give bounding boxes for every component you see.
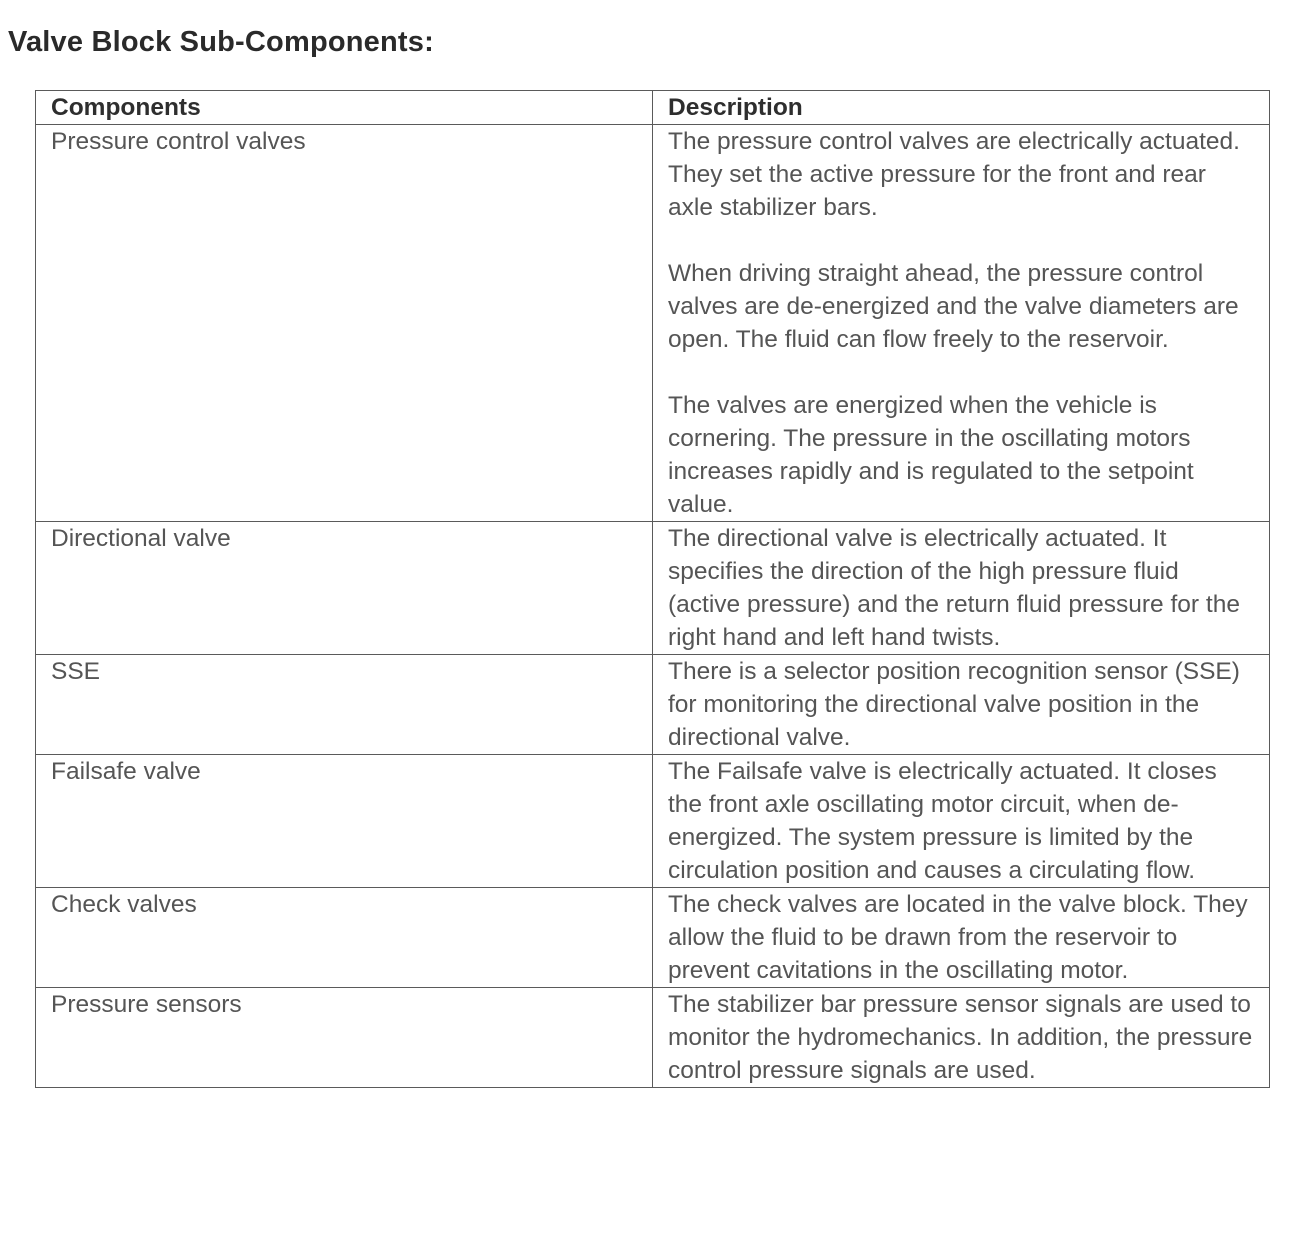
components-table: [35, 90, 1270, 1088]
table-header-row: [36, 91, 1270, 125]
component-description: [653, 888, 1270, 988]
page-title: Valve Block Sub-Components:: [8, 26, 434, 58]
description-paragraph: The pressure control valves are electrically actuated. They set the active pressure for the front and rear axle stabilizer bars.: [668, 128, 1240, 221]
table-row: [36, 988, 1270, 1088]
description-paragraph: There is a selector position recognition sensor (SSE) for monitoring the directional valve position in the directional valve.: [668, 658, 1240, 751]
component-name: Failsafe valve: [36, 755, 653, 888]
table-row: [36, 125, 1270, 522]
component-description: [653, 988, 1270, 1088]
description-paragraph: The directional valve is electrically actuated. It specifies the direction of the high pressure fluid (active pressure) and the return fluid pressure for the right hand and left hand twists.: [668, 525, 1240, 651]
component-description: [653, 755, 1270, 888]
table-row: [36, 755, 1270, 888]
component-name: Pressure control valves: [36, 125, 653, 522]
table-row: [36, 655, 1270, 755]
component-name: Pressure sensors: [36, 988, 653, 1088]
description-paragraph: When driving straight ahead, the pressure control valves are de-energized and the valve diameters are open. The fluid can flow freely to the reservoir.: [668, 260, 1239, 353]
description-paragraph: The stabilizer bar pressure sensor signals are used to monitor the hydromechanics. In addition, the pressure control pressure signals are used.: [668, 991, 1253, 1084]
component-name: Directional valve: [36, 522, 653, 655]
column-header-description: Description: [653, 91, 1270, 125]
column-header-components: Components: [36, 91, 653, 125]
description-paragraph: The valves are energized when the vehicle is cornering. The pressure in the oscillating motors increases rapidly and is regulated to the setpoint value.: [668, 392, 1194, 518]
table-row: [36, 888, 1270, 988]
component-description: [653, 522, 1270, 655]
description-paragraph: The check valves are located in the valve block. They allow the fluid to be drawn from the reservoir to prevent cavitations in the oscillating motor.: [668, 891, 1248, 984]
component-description: [653, 655, 1270, 755]
description-paragraph: The Failsafe valve is electrically actuated. It closes the front axle oscillating motor circuit, when de-energized. The system pressure is limited by the circulation position and causes a circulating flow.: [668, 758, 1217, 884]
component-name: Check valves: [36, 888, 653, 988]
component-description: [653, 125, 1270, 522]
component-name: SSE: [36, 655, 653, 755]
table-row: [36, 522, 1270, 655]
